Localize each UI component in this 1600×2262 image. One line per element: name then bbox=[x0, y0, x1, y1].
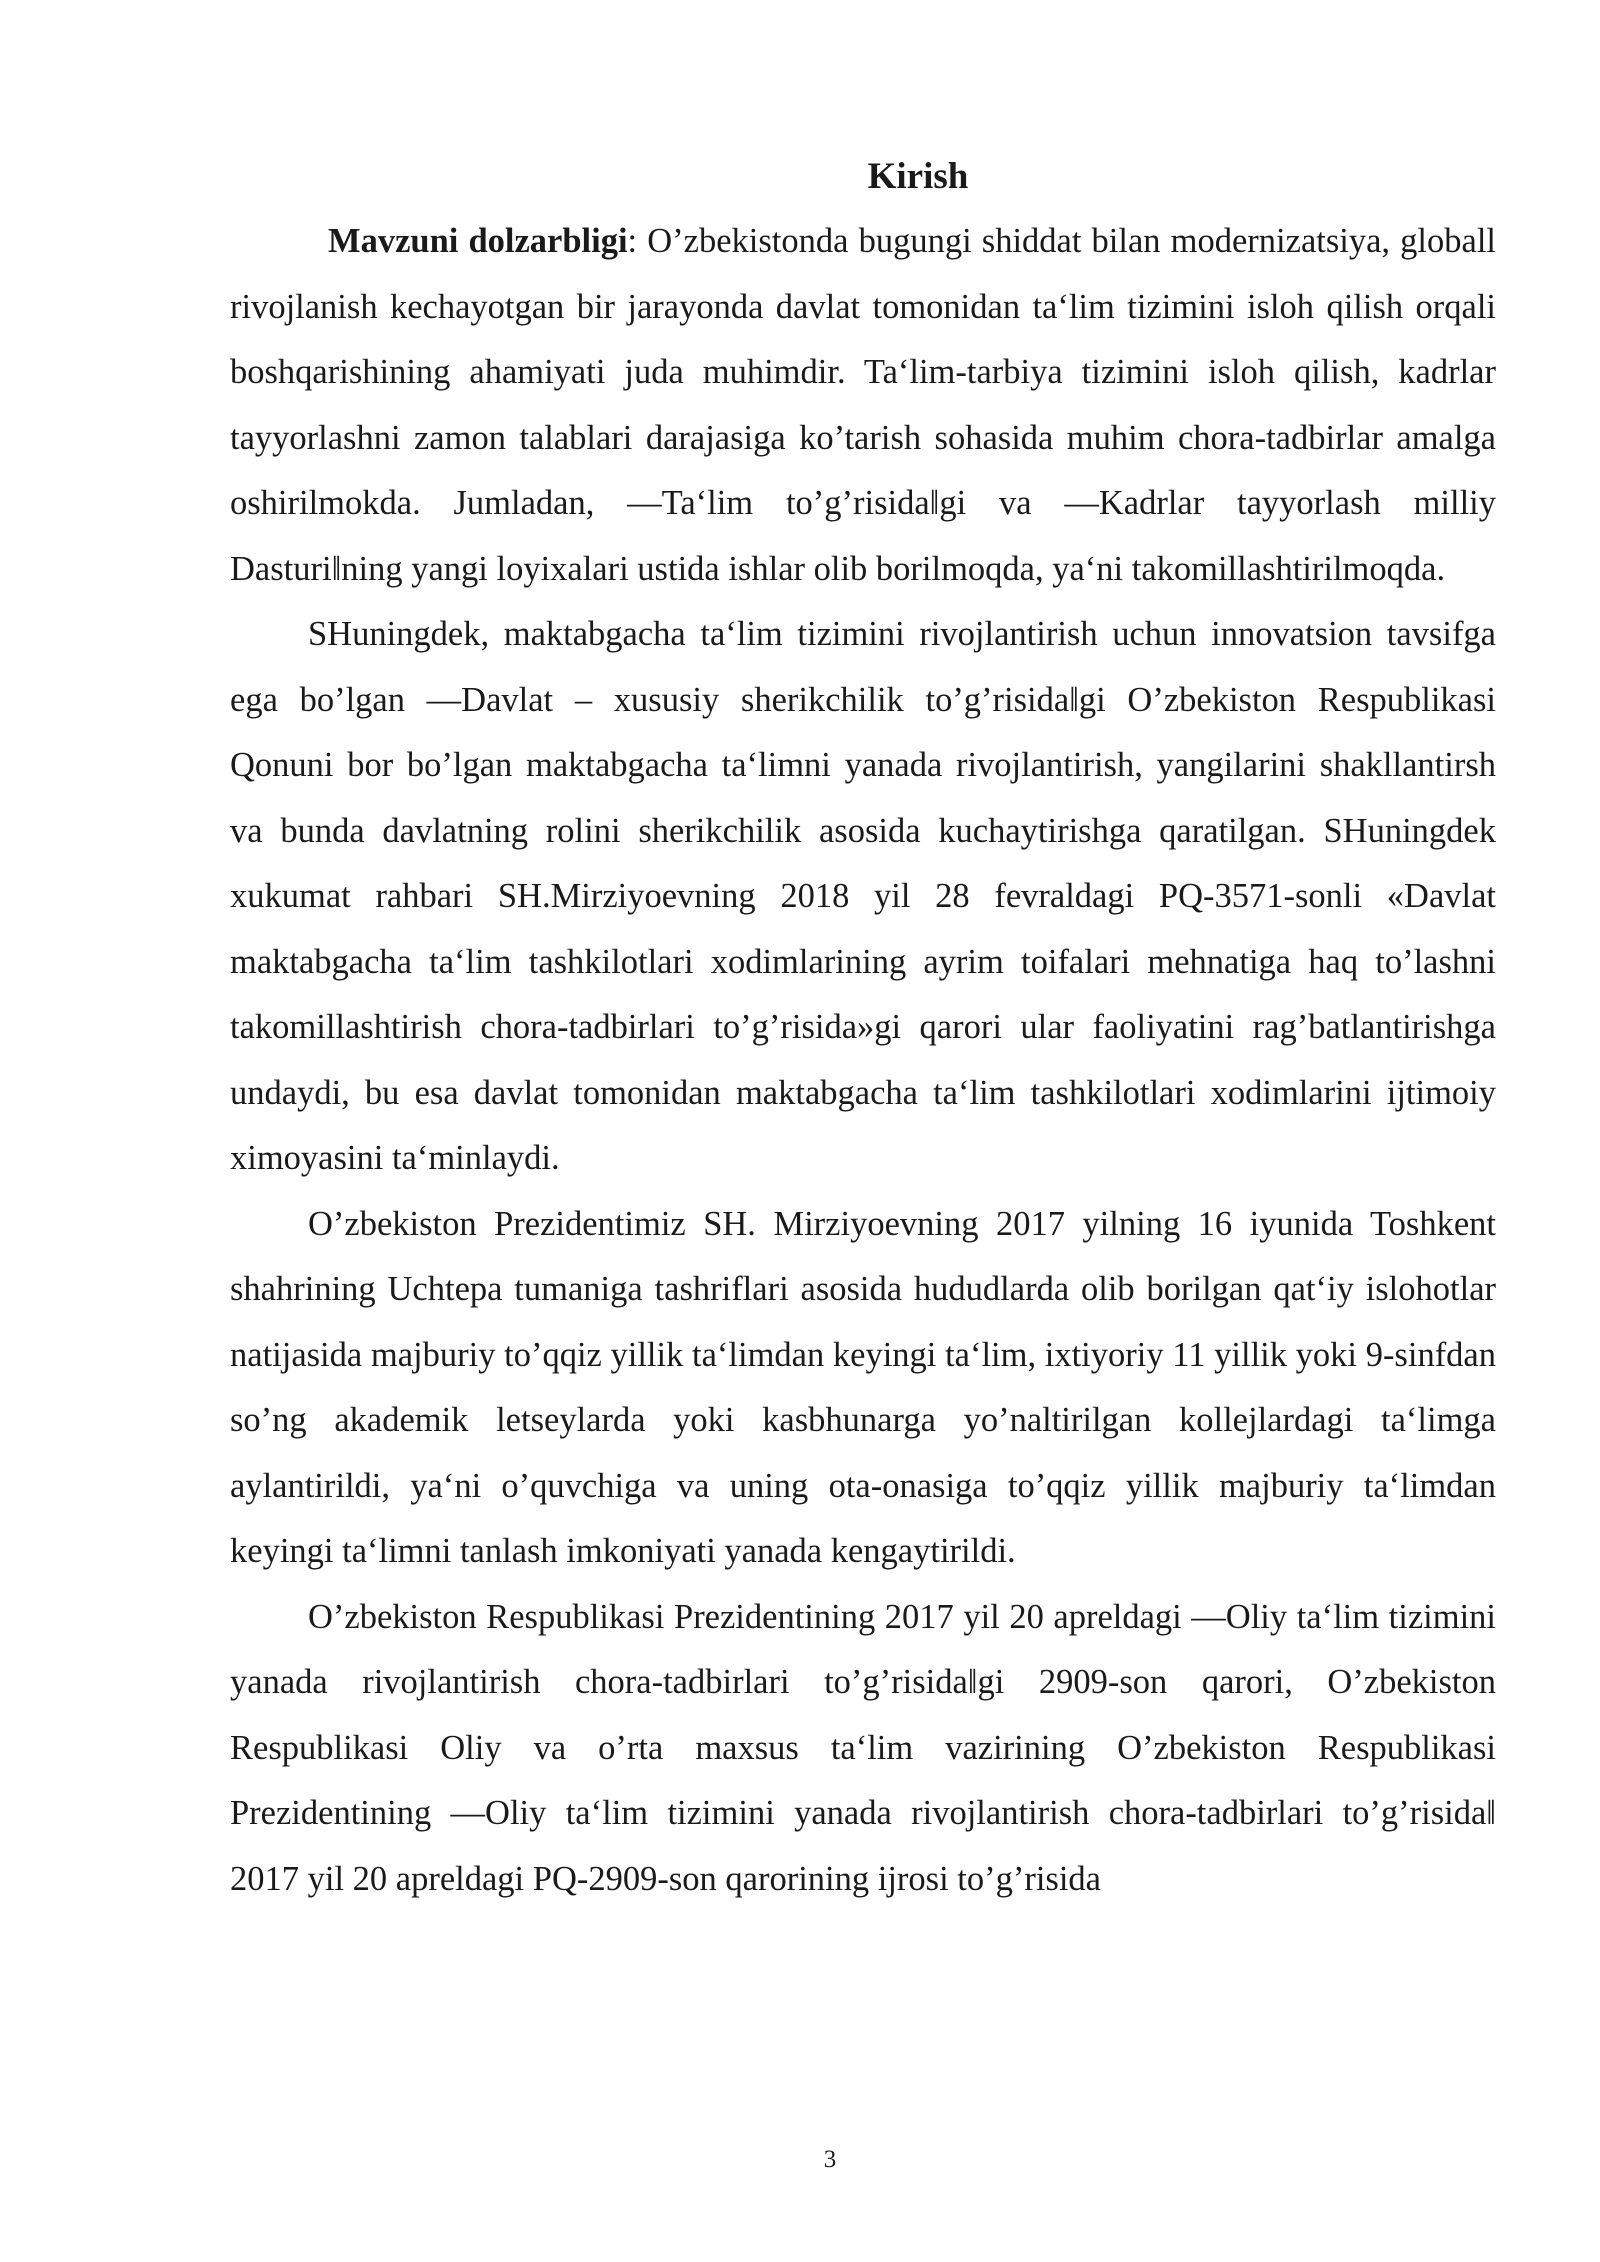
intro-lead: Mavzuni dolzarbligi bbox=[328, 222, 628, 260]
section-title: Kirish bbox=[867, 156, 969, 197]
paragraph-2: O’zbekiston Prezidentimiz SH. Mirziyoevning 2017 yilning 16 iyunida Toshkent shahrining Uchtepa tumaniga tashriflari asosida hududlarda olib borilgan qat‘iy islohotlar natijasida majburiy to’qqiz yillik ta‘limdan keyingi ta‘lim, ixtiyoriy 11 yillik yoki 9-sinfdan so’ng akademik letseylarda yoki kasbhunarga yo’naltirilgan kollejlardagi ta‘limga aylantirildi, ya‘ni o’quvchiga va uning ota-onasiga to’qqiz yillik majburiy ta‘limdan keyingi ta‘limni tanlash imkoniyati yanada kengaytirildi. bbox=[230, 1204, 1496, 1570]
intro-paragraph bbox=[230, 209, 1496, 602]
paragraph-3: O’zbekiston Respublikasi Prezidentining 2017 yil 20 apreldagi ―Oliy ta‘lim tizimini yanada rivojlantirish chora-tadbirlari to’g’risida‖gi 2909-son qarori, O’zbekiston Respublikasi Oliy va o’rta maxsus ta‘lim vazirining O’zbekiston Respublikasi Prezidentining ―Oliy ta‘lim tizimini yanada rivojlantirish chora-tadbirlari to’g’risida‖ 2017 yil 20 apreldagi PQ-2909-son qarorining ijrosi to’g’risida bbox=[230, 1597, 1496, 1898]
intro-text: O’zbekistonda bugungi shiddat bilan modernizatsiya, globall rivojlanish kechayotgan bir jarayonda davlat tomonidan ta‘lim tizimini isloh qilish orqali boshqarishining ahamiyati juda muhimdir. Ta‘lim-tarbiya tizimini isloh qilish, kadrlar tayyorlashni zamon talablari darajasiga ko’tarish sohasida muhim chora-tadbirlar amalga oshirilmokda. Jumladan, ―Ta‘lim to’g’risida‖gi va ―Kadrlar tayyorlash milliy Dasturi‖ning yangi loyixalari ustida ishlar olib borilmoqda, ya‘ni takomillashtirilmoqda. bbox=[230, 222, 1496, 588]
page-number: 3 bbox=[823, 2146, 837, 2173]
page-content bbox=[230, 145, 1496, 1912]
intro-separator: : bbox=[627, 222, 648, 260]
paragraph-1: SHuningdek, maktabgacha ta‘lim tizimini rivojlantirish uchun innovatsion tavsifga ega bo’lgan ―Davlat – xususiy sherikchilik to’g’risida‖gi O’zbekiston Respublikasi Qonuni bor bo’lgan maktabgacha ta‘limni yanada rivojlantirish, yangilarini shakllantirsh va bunda davlatning rolini sherikchilik asosida kuchaytirishga qaratilgan. SHuningdek xukumat rahbari SH.Mirziyoevning 2018 yil 28 fevraldagi PQ-3571-sonli «Davlat maktabgacha ta‘lim tashkilotlari xodimlarining ayrim toifalari mehnatiga haq to’lashni takomillashtirish chora-tadbirlari to’g’risida»gi qarori ular faoliyatini rag’batlantirishga undaydi, bu esa davlat tomonidan maktabgacha ta‘lim tashkilotlari xodimlarini ijtimoiy ximoyasini ta‘minlaydi. bbox=[230, 615, 1496, 1177]
